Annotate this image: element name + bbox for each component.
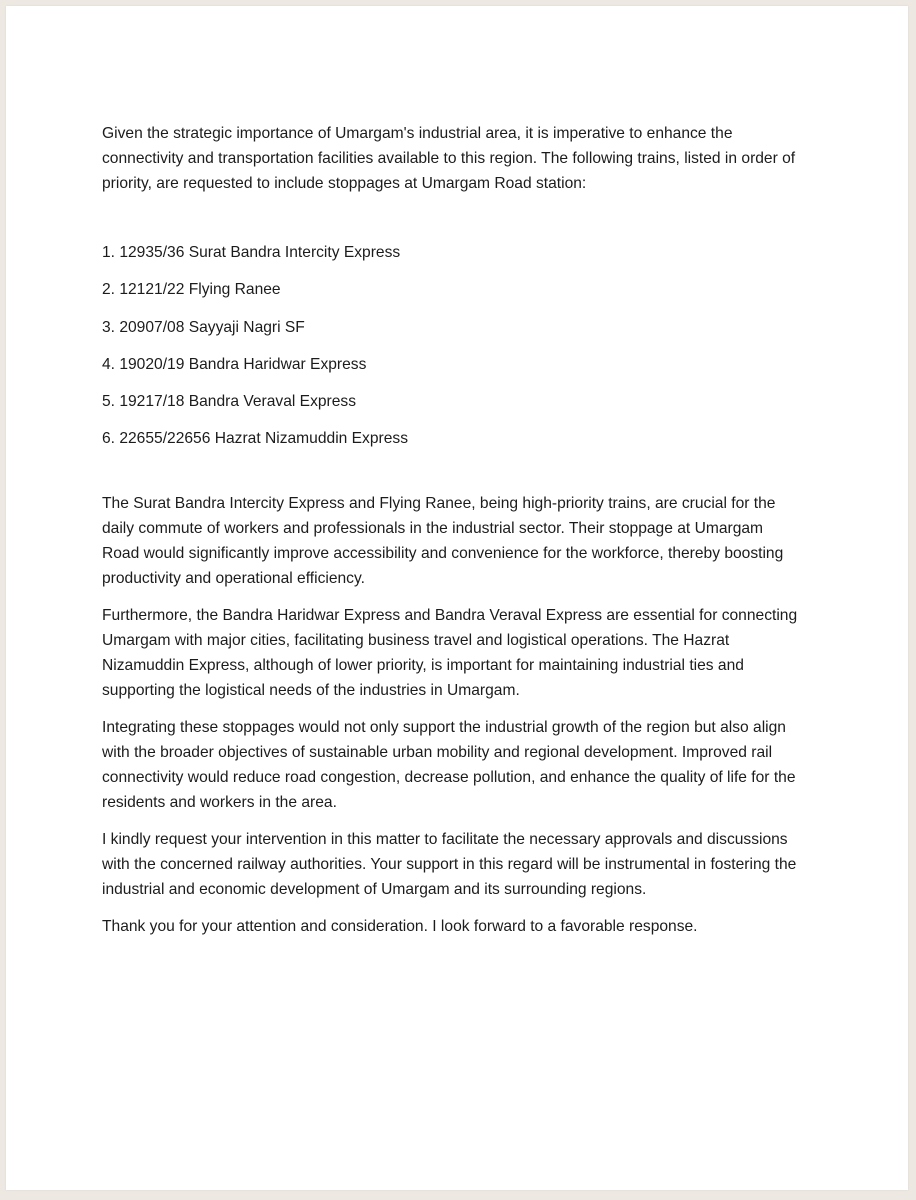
document-body <box>102 121 802 951</box>
intro-paragraph: Given the strategic importance of Umargam's industrial area, it is imperative to enhance the connectivity and transportation facilities available to this region. The following trains, listed in order of priority, are requested to include stoppages at Umargam Road station: <box>102 125 796 192</box>
train-list-item: 2. 12121/22 Flying Ranee <box>102 281 281 299</box>
body-paragraph-benefits: Integrating these stoppages would not only support the industrial growth of the region but also align with the broader objectives of sustainable urban mobility and regional development. Improved rail connectivity would reduce road congestion, decrease pollution, and enhance the quality of life for the residents and workers in the area. <box>102 719 796 812</box>
train-list-item: 6. 22655/22656 Hazrat Nizamuddin Express <box>102 430 408 448</box>
train-list-item: 5. 19217/18 Bandra Veraval Express <box>102 393 356 411</box>
document-page <box>6 6 908 1190</box>
body-paragraph-request: I kindly request your intervention in this matter to facilitate the necessary approvals and discussions with the concerned railway authorities. Your support in this regard will be instrumental in fostering the industrial and economic development of Umargam and its surrounding regions. <box>102 831 797 899</box>
train-list <box>102 240 802 451</box>
train-list-item: 1. 12935/36 Surat Bandra Intercity Express <box>102 244 401 261</box>
body-paragraph-closing: Thank you for your attention and consideration. I look forward to a favorable response. <box>102 918 698 936</box>
body-paragraph-priority-trains: The Surat Bandra Intercity Express and Flying Ranee, being high-priority trains, are crucial for the daily commute of workers and professionals in the industrial sector. Their stoppage at Umargam Road would significantly improve accessibility and convenience for the workforce, thereby boosting productivity and operational efficiency. <box>102 495 784 588</box>
body-paragraph-connectivity: Furthermore, the Bandra Haridwar Express and Bandra Veraval Express are essential for connecting Umargam with major cities, facilitating business travel and logistical operations. The Hazrat Nizamuddin Express, although of lower priority, is important for maintaining industrial ties and supporting the logistical needs of the industries in Umargam. <box>102 607 798 700</box>
train-list-item: 4. 19020/19 Bandra Haridwar Express <box>102 355 367 373</box>
train-list-item: 3. 20907/08 Sayyaji Nagri SF <box>102 318 305 336</box>
